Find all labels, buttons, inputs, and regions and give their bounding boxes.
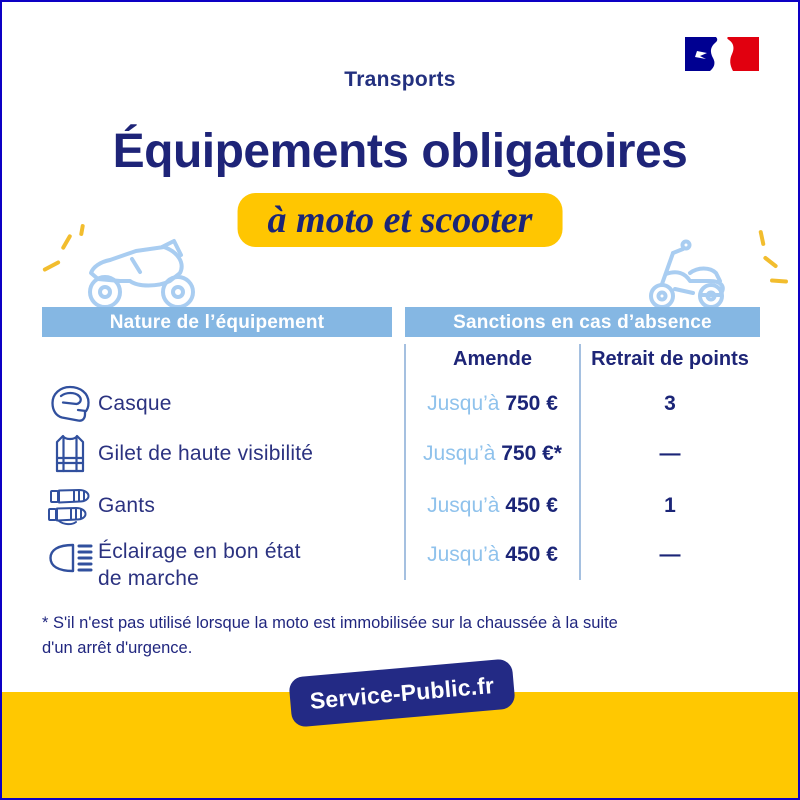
fine-amount: 750 €* [501, 442, 562, 465]
row-label-gants: Gants [98, 494, 156, 517]
headlight-icon [46, 541, 94, 575]
sparkle [42, 260, 61, 272]
fine-gilet [405, 442, 580, 466]
fine-casque [405, 392, 580, 416]
sparkle [763, 255, 779, 269]
points-gilet: — [659, 442, 681, 465]
row-label-line1: Éclairage en bon état [98, 540, 301, 563]
fine-amount: 750 € [505, 392, 558, 415]
row-label-eclairage [98, 538, 301, 592]
service-public-badge: Service-Public.fr [288, 658, 516, 727]
fine-eclairage [405, 543, 580, 567]
column-header-sanctions: Sanctions en cas d’absence [405, 307, 760, 337]
sparkle [79, 224, 85, 237]
french-republic-logo-graphic [683, 35, 761, 73]
footnote [42, 611, 752, 661]
vest-icon [49, 432, 91, 476]
subheader-points: Retrait de points [591, 348, 749, 370]
subheader-amende: Amende [453, 348, 532, 370]
category-label: Transports [344, 68, 456, 91]
fine-prefix: Jusqu’à [427, 543, 500, 566]
helmet-icon [48, 383, 92, 427]
gloves-icon [46, 486, 94, 530]
row-label-line2: de marche [98, 567, 200, 590]
footnote-line1: * S'il n'est pas utilisé lorsque la moto est immobilisée sur la chaussée à la suite [42, 614, 618, 632]
sparkle [61, 234, 73, 251]
points-gants: 1 [664, 494, 676, 517]
scooter-icon [647, 238, 739, 310]
sparkle [770, 278, 788, 283]
points-eclairage: — [659, 543, 681, 566]
fine-prefix: Jusqu’à [427, 494, 500, 517]
sparkle [758, 230, 765, 246]
page-title: Équipements obligatoires [112, 125, 688, 178]
column-header-equipment: Nature de l’équipement [42, 307, 392, 337]
subtitle-highlight: à moto et scooter [238, 193, 563, 247]
fine-prefix: Jusqu’à [423, 442, 496, 465]
fine-gants [405, 494, 580, 518]
points-casque: 3 [664, 392, 676, 415]
row-label-casque: Casque [98, 392, 172, 415]
french-republic-logo [683, 35, 761, 73]
fine-amount: 450 € [505, 543, 558, 566]
row-label-gilet: Gilet de haute visibilité [98, 442, 314, 465]
motorcycle-icon [78, 236, 206, 312]
fine-amount: 450 € [505, 494, 558, 517]
footnote-line2: d'un arrêt d'urgence. [42, 639, 193, 657]
fine-prefix: Jusqu’à [427, 392, 500, 415]
